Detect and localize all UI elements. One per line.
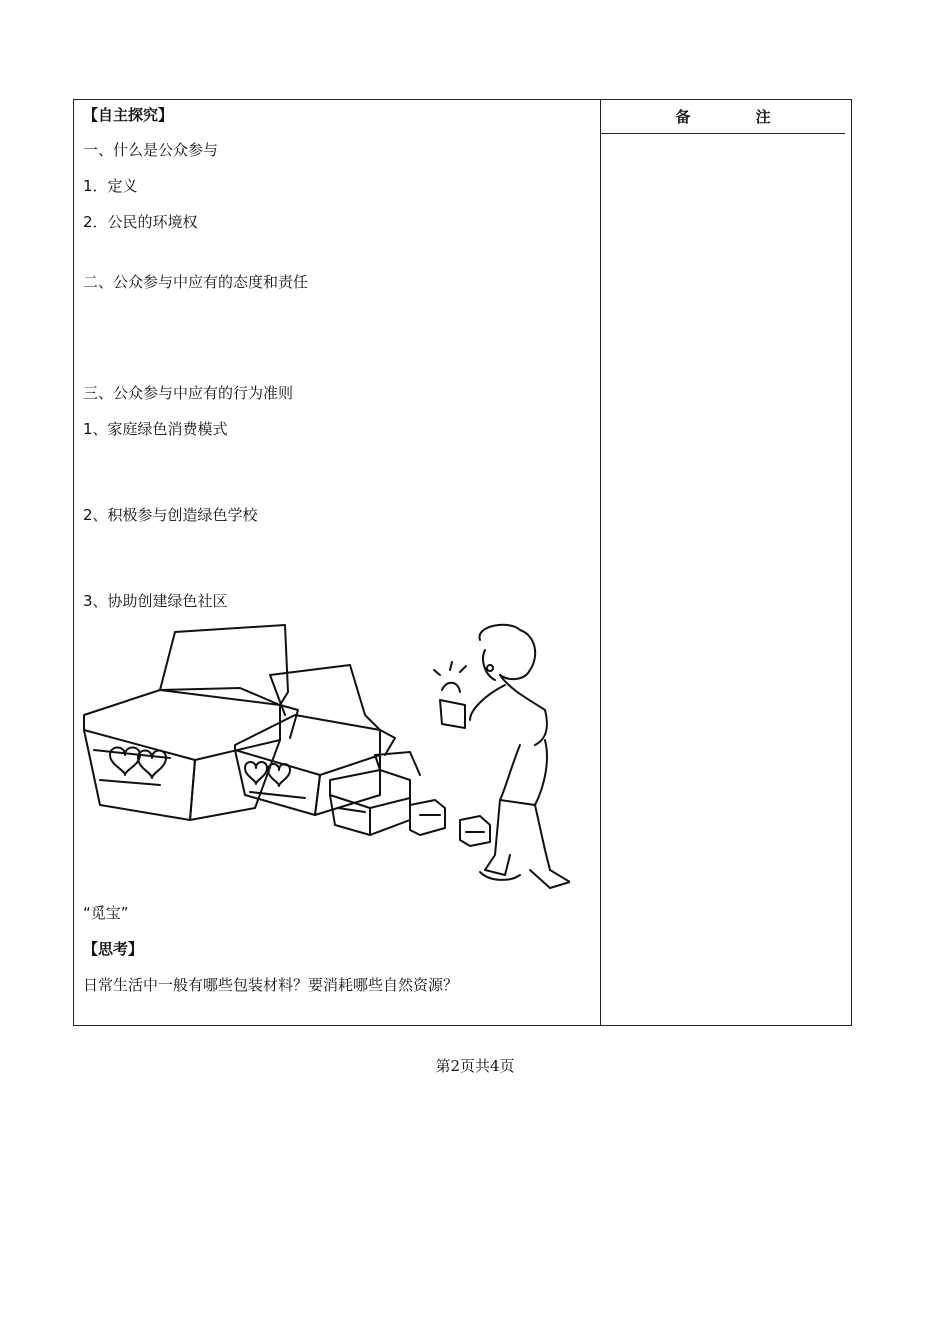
heading-behavior-norms: 三、公众参与中应有的行为准则 [83, 384, 294, 402]
think-title: 【思考】 [83, 940, 144, 958]
heading-attitude-responsibility: 二、公众参与中应有的态度和责任 [83, 273, 309, 291]
section-title: 【自主探究】 [83, 106, 174, 124]
item-environmental-right: 2．公民的环境权 [83, 213, 198, 231]
column-divider [600, 100, 601, 1025]
item-green-consumption: 1、家庭绿色消费模式 [83, 420, 228, 438]
item-definition: 1．定义 [83, 177, 138, 195]
item-green-school: 2、积极参与创造绿色学校 [83, 506, 258, 524]
page-number [0, 1055, 950, 1076]
remarks-header: 备 注 [601, 100, 845, 134]
worksheet-table [73, 99, 852, 1026]
image-caption: “觅宝” [83, 904, 129, 922]
item-green-community: 3、协助创建绿色社区 [83, 592, 228, 610]
page-number-text: 第2页共4页 [435, 1057, 515, 1075]
think-question: 日常生活中一般有哪些包装材料？要消耗哪些自然资源？ [83, 976, 459, 994]
boxes-treasure-illustration [80, 620, 570, 895]
heading-public-participation: 一、什么是公众参与 [83, 141, 219, 159]
